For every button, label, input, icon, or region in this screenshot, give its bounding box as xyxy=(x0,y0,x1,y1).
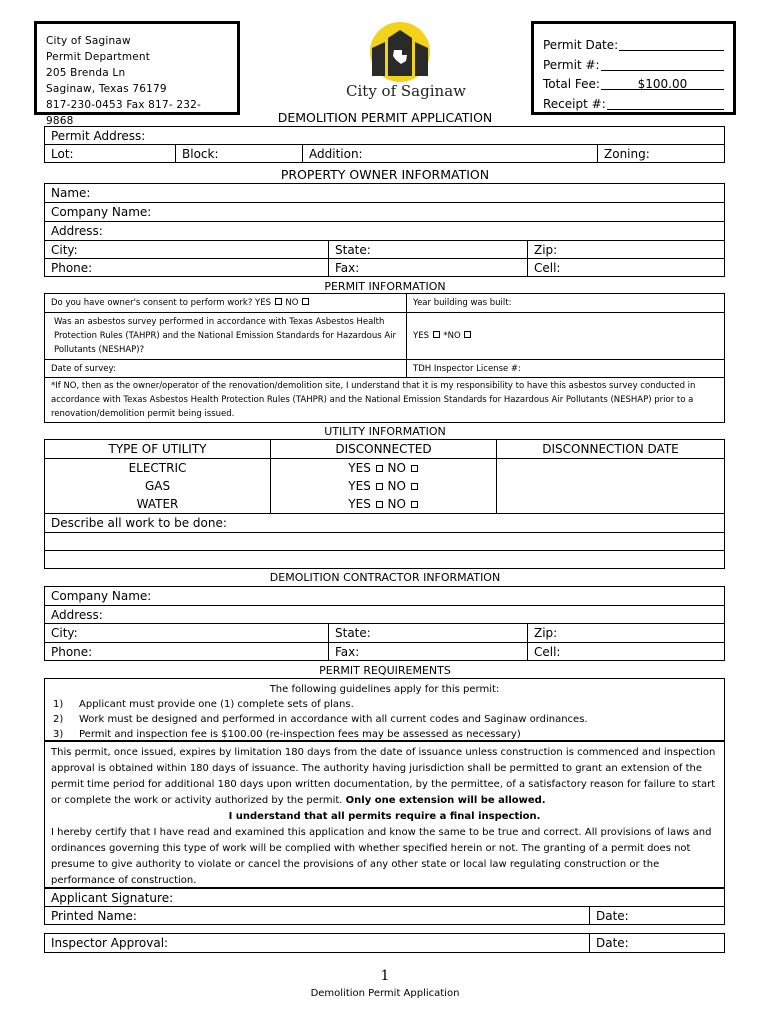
requirements-box xyxy=(44,678,725,741)
owner-state-field[interactable] xyxy=(329,241,528,259)
utility-water-label: WATER xyxy=(45,496,271,514)
final-inspection-statement: I understand that all permits require a final inspection. xyxy=(228,811,541,822)
year-built-label: Year building was built: xyxy=(413,298,512,308)
asbestos-note xyxy=(45,378,725,423)
contractor-table xyxy=(44,586,725,661)
contractor-phone-field[interactable] xyxy=(45,643,329,661)
asbestos-survey-text: Was an asbestos survey performed in accordance with Texas Asbestos Health Protection Rules (TAHPR) and the National Emission Standards for Hazardous Air Pollutants (NESHAP)? xyxy=(54,317,397,355)
owner-fax-label: Fax: xyxy=(335,260,360,275)
gas-no-text: NO xyxy=(387,479,406,493)
permit-date-label: Permit Date: xyxy=(543,38,619,52)
contractor-section-title: DEMOLITION CONTRACTOR INFORMATION xyxy=(269,571,501,584)
applicant-date-label: Date: xyxy=(596,908,629,923)
street-address: 205 Brenda Ln xyxy=(46,67,126,79)
permit-number-label: Permit #: xyxy=(543,57,600,72)
permit-office-box xyxy=(531,21,736,115)
tdh-license-field[interactable] xyxy=(407,360,725,378)
electric-yes-text: YES xyxy=(348,460,371,475)
page-title: DEMOLITION PERMIT APPLICATION xyxy=(277,110,493,125)
owner-city-field[interactable] xyxy=(45,241,329,259)
owner-phone-label: Phone: xyxy=(51,260,93,275)
disconnection-date-field[interactable] xyxy=(497,459,725,514)
contractor-cell-label: Cell: xyxy=(534,644,561,659)
addition-field[interactable] xyxy=(303,145,598,163)
survey-date-field[interactable] xyxy=(45,360,407,378)
contractor-zip-field[interactable] xyxy=(528,624,725,643)
utility-gas-label: GAS xyxy=(45,477,271,496)
asbestos-survey-answer xyxy=(407,313,725,360)
gas-no-checkbox[interactable] xyxy=(411,483,418,490)
tdh-license-label: TDH Inspector License #: xyxy=(413,363,521,374)
contractor-state-label: State: xyxy=(335,626,371,640)
contractor-company-label: Company Name: xyxy=(51,589,152,603)
gas-disconnected-options xyxy=(271,477,497,496)
inspector-table xyxy=(44,933,725,953)
permit-address-field[interactable] xyxy=(45,127,725,145)
permit-info-table xyxy=(44,293,725,423)
gas-yes-text: YES xyxy=(348,479,371,493)
owner-company-label: Company Name: xyxy=(51,205,152,219)
consent-yes-checkbox[interactable] xyxy=(275,298,282,305)
phone-fax: 817-230-0453 Fax 817- 232-9868 xyxy=(46,99,201,127)
addition-label: Addition: xyxy=(309,146,363,161)
year-built-field[interactable] xyxy=(407,294,725,313)
city-contact-box xyxy=(34,21,240,127)
requirement-text: Work must be designed and performed in accordance with all current codes and Saginaw ordinances. xyxy=(79,714,588,725)
owner-address-label: Address: xyxy=(51,224,103,238)
footer-document-title: Demolition Permit Application xyxy=(310,988,460,999)
consent-no-text: NO xyxy=(285,298,299,308)
printed-name-label: Printed Name: xyxy=(51,908,137,923)
inspector-approval-field[interactable] xyxy=(45,934,590,953)
department-name: Permit Department xyxy=(46,51,151,63)
utility-date-header: DISCONNECTION DATE xyxy=(497,440,725,459)
requirements-intro: The following guidelines apply for this permit: xyxy=(269,684,500,695)
city-name: City of Saginaw xyxy=(46,35,131,47)
survey-no-text: *NO xyxy=(443,331,461,341)
owner-address-field[interactable] xyxy=(45,222,725,241)
owner-name-label: Name: xyxy=(51,186,91,200)
inspector-approval-label: Inspector Approval: xyxy=(51,936,169,950)
total-fee-field[interactable] xyxy=(543,75,724,95)
owner-zip-field[interactable] xyxy=(528,241,725,259)
contractor-fax-label: Fax: xyxy=(335,644,360,659)
survey-no-checkbox[interactable] xyxy=(464,331,471,338)
water-yes-checkbox[interactable] xyxy=(376,501,383,508)
zoning-label: Zoning: xyxy=(604,146,650,161)
permit-info-title: PERMIT INFORMATION xyxy=(324,280,446,293)
contractor-cell-field[interactable] xyxy=(528,643,725,661)
extension-limit-text: Only one extension will be allowed. xyxy=(345,795,546,806)
requirement-number: 3) xyxy=(53,729,64,740)
expiry-text: This permit, once issued, expires by limitation 180 days from the date of issuance unless construction is commenced and inspection approval is obtained within 180 days of issuance. The authority having jurisdiction shall be permitted to grant an extension of the permit time period for additional 180 days upon written documentation, by the permittee, of a satisfactory reason for failure to start or complete the work or activity authorized by the permit. xyxy=(51,747,716,806)
requirement-number: 1) xyxy=(53,699,64,710)
owner-cell-label: Cell: xyxy=(534,260,561,275)
describe-work-label: Describe all work to be done: xyxy=(51,516,227,530)
permit-address-label: Permit Address: xyxy=(51,128,146,143)
survey-date-label: Date of survey: xyxy=(51,363,116,374)
water-no-text: NO xyxy=(387,497,406,512)
expiry-paragraph xyxy=(51,745,718,809)
utility-electric-label: ELECTRIC xyxy=(45,459,271,477)
describe-work-field[interactable] xyxy=(45,514,725,533)
owner-fax-field[interactable] xyxy=(329,259,528,277)
contractor-city-field[interactable] xyxy=(45,624,329,643)
permit-date-line[interactable] xyxy=(619,36,724,51)
zoning-field[interactable] xyxy=(598,145,725,163)
block-label: Block: xyxy=(182,146,219,161)
consent-no-checkbox[interactable] xyxy=(302,298,309,305)
owner-company-field[interactable] xyxy=(45,203,725,222)
contractor-fax-field[interactable] xyxy=(329,643,528,661)
requirement-text: Applicant must provide one (1) complete sets of plans. xyxy=(79,699,354,710)
contractor-address-field[interactable] xyxy=(45,606,725,624)
contractor-zip-label: Zip: xyxy=(534,626,558,640)
owner-consent-question xyxy=(45,294,407,313)
utility-section-title: UTILITY INFORMATION xyxy=(324,425,446,438)
requirement-number: 2) xyxy=(53,714,64,725)
requirement-item xyxy=(53,727,716,742)
terms-box xyxy=(44,741,725,888)
contractor-state-field[interactable] xyxy=(329,624,528,643)
contractor-city-label: City: xyxy=(51,626,78,640)
water-yes-text: YES xyxy=(348,497,371,512)
utility-table xyxy=(44,439,725,569)
requirement-item xyxy=(53,697,716,712)
contractor-address-label: Address: xyxy=(51,607,103,622)
electric-no-checkbox[interactable] xyxy=(411,465,418,472)
permit-number-line[interactable] xyxy=(601,56,724,71)
signature-table xyxy=(44,888,725,925)
contractor-company-field[interactable] xyxy=(45,587,725,606)
permit-number-field[interactable] xyxy=(543,56,724,76)
describe-work-line-2[interactable] xyxy=(45,551,725,569)
receipt-number-line[interactable] xyxy=(607,95,724,110)
page-number: 1 xyxy=(380,968,390,984)
utility-type-header: TYPE OF UTILITY xyxy=(45,440,271,459)
requirement-text: Permit and inspection fee is $100.00 (re-inspection fees may be assessed as necessary) xyxy=(79,729,521,740)
applicant-date-field[interactable] xyxy=(590,907,725,925)
applicant-signature-label: Applicant Signature: xyxy=(51,890,174,905)
electric-no-text: NO xyxy=(387,460,406,475)
electric-yes-checkbox[interactable] xyxy=(376,465,383,472)
total-fee-label: Total Fee: xyxy=(543,77,600,91)
owner-table xyxy=(44,183,725,277)
lot-label: Lot: xyxy=(51,146,74,161)
owner-section-title: PROPERTY OWNER INFORMATION xyxy=(280,167,490,182)
gas-yes-checkbox[interactable] xyxy=(376,483,383,490)
total-fee-value[interactable]: $100.00 xyxy=(601,75,724,90)
block-field[interactable] xyxy=(176,145,303,163)
requirements-section-title: PERMIT REQUIREMENTS xyxy=(319,664,451,677)
owner-name-field[interactable] xyxy=(45,184,725,203)
asbestos-note-text: *If NO, then as the owner/operator of the renovation/demolition site, I understand that it is my responsibility to have this asbestos survey conducted in accordance with Texas Asbestos Health Protection Rules (TAHPR) and the National Emission Standards for Hazardous Air Pollutants (NESHAP) prior to a renovation/demolition permit being issued. xyxy=(51,381,696,419)
owner-zip-label: Zip: xyxy=(534,242,558,257)
receipt-number-label: Receipt #: xyxy=(543,96,606,111)
owner-consent-text: Do you have owner's consent to perform work? YES xyxy=(51,298,272,308)
owner-city-label: City: xyxy=(51,242,78,257)
asbestos-survey-question xyxy=(45,313,407,360)
survey-yes-checkbox[interactable] xyxy=(433,331,440,338)
requirement-item xyxy=(53,712,716,727)
describe-work-line-1[interactable] xyxy=(45,533,725,551)
electric-disconnected-options xyxy=(271,459,497,477)
inspector-date-label: Date: xyxy=(596,936,629,950)
water-disconnected-options xyxy=(271,496,497,514)
applicant-signature-field[interactable] xyxy=(45,889,725,907)
printed-name-field[interactable] xyxy=(45,907,590,925)
owner-cell-field[interactable] xyxy=(528,259,725,277)
contractor-phone-label: Phone: xyxy=(51,644,93,659)
owner-phone-field[interactable] xyxy=(45,259,329,277)
water-no-checkbox[interactable] xyxy=(411,501,418,508)
certification-paragraph: I hereby certify that I have read and examined this application and know the same to be true and correct. All provisions of laws and ordinances governing this type of work will be complied with whether specified herein or not. The granting of a permit does not presume to give authority to violate or cancel the provisions of any other state or local law regulating construction or the performance of construction. xyxy=(51,827,712,886)
lot-field[interactable] xyxy=(45,145,176,163)
inspector-date-field[interactable] xyxy=(590,934,725,953)
city-state-zip: Saginaw, Texas 76179 xyxy=(46,83,167,95)
permit-address-table xyxy=(44,126,725,163)
survey-yes-text: YES xyxy=(413,331,429,341)
utility-disconnected-header: DISCONNECTED xyxy=(271,440,497,459)
permit-date-field[interactable] xyxy=(543,36,724,56)
owner-state-label: State: xyxy=(335,242,371,257)
logo-wordmark: City of Saginaw xyxy=(346,82,466,100)
